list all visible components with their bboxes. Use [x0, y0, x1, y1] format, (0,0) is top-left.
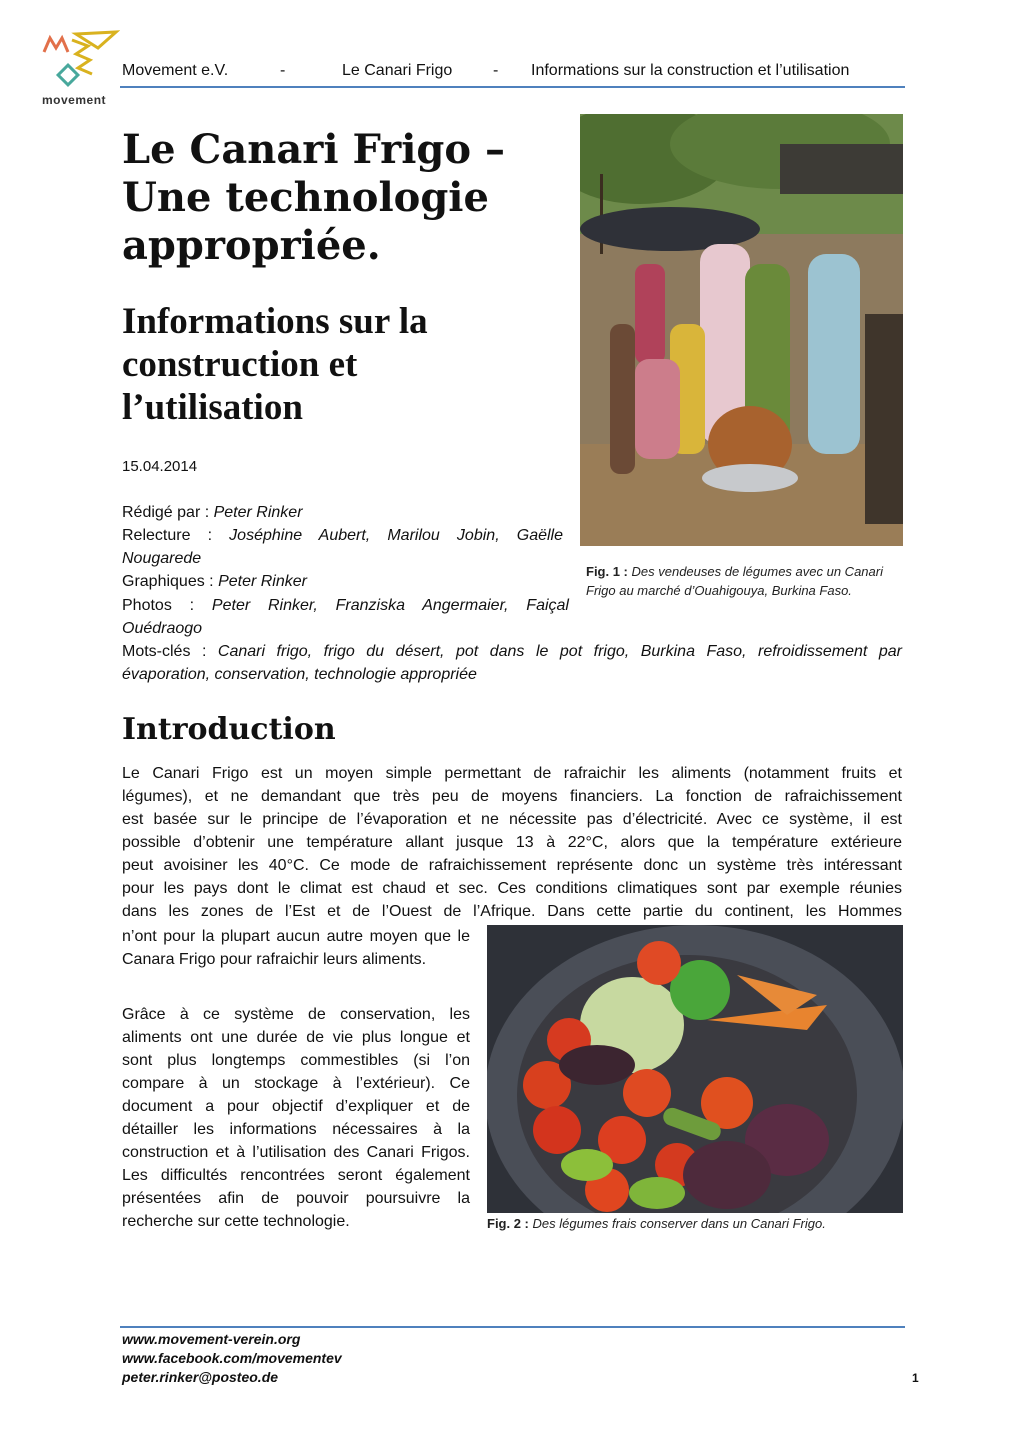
header-separator: - [493, 62, 499, 79]
figure-1-caption: Fig. 1 : Des vendeuses de légumes avec un Canari Frigo au marché d’Ouahigouya, Burkina Faso. [586, 564, 883, 598]
credit-photos: Photos : Peter Rinker, Franziska Angermaier, Faiçal [122, 597, 569, 614]
subtitle-line: Informations sur la [122, 301, 428, 342]
title-line: appropriée. [122, 222, 381, 269]
header-doc-title: Le Canari Frigo [342, 62, 453, 79]
intro-paragraph-2: Grâce à ce système de conservation, les aliments ont une durée de vie plus longue et sont plus longtemps commestibles (si l’on compare à un stockage à l’extérieur). Ce document a pour objectif d’expliquer et de détailler les informations nécessaires à la construction et à l’utilisation des Canari Frigos. Les difficultés rencontrées seront également présentées afin de pouvoir poursuivre la recherche sur cette technologie. [122, 1006, 470, 1230]
footer-rule [120, 1326, 905, 1328]
movement-logo [42, 30, 120, 94]
figure-2-photo [487, 925, 903, 1213]
subtitle-line: construction et [122, 344, 358, 385]
credit-review-cont: Nougarede [122, 550, 202, 567]
document-date: 15.04.2014 [122, 458, 198, 475]
intro-line: Le Canari Frigo est un moyen simple permettant de rafraichir les aliments (notamment fruits et [122, 765, 902, 782]
logo-text: movement [42, 93, 107, 107]
section-heading-introduction: Introduction [122, 712, 336, 747]
figure-1-photo [580, 114, 903, 546]
credit-keywords-cont: évaporation, conservation, technologie appropriée [122, 666, 477, 683]
intro-line: légumes), et ne demandant que très peu de moyens financiers. La fonction de rafraichissement [122, 788, 902, 805]
intro-line: possible d’obtenir une température allant jusque 13 à 22°C, alors que la température extérieure [122, 834, 902, 851]
credit-written: Rédigé par : Peter Rinker [122, 504, 303, 521]
intro-line: dans les zones de l’Est et de l’Ouest de l’Afrique. Dans cette partie du continent, les Hommes [122, 903, 902, 920]
footer-facebook-link[interactable]: www.facebook.com/movementev [122, 1350, 342, 1366]
intro-line: pour les pays dont le climat est chaud et sec. Ces conditions climatiques sont par exemple réunies [122, 880, 902, 897]
title-line: Une technologie [122, 174, 489, 221]
intro-line: peut avoisiner les 40°C. Ce mode de rafraichissement représente donc un système très intéressant [122, 857, 902, 874]
page-number: 1 [912, 1371, 919, 1385]
header-rule [120, 86, 905, 88]
intro-paragraph-full-width [122, 762, 902, 923]
footer-website-link[interactable]: www.movement-verein.org [122, 1331, 301, 1347]
vegetables-photo-image [487, 925, 903, 1213]
figure-2-caption: Fig. 2 : Des légumes frais conserver dans un Canari Frigo. [487, 1216, 826, 1231]
credit-keywords: Mots-clés : Canari frigo, frigo du désert, pot dans le pot frigo, Burkina Faso, refroidissement par [122, 643, 903, 660]
intro-paragraph-1-continued: n’ont pour la plupart aucun autre moyen que le Canara Frigo pour rafraichir leurs aliments. [122, 928, 470, 968]
footer-email-link[interactable]: peter.rinker@posteo.de [122, 1369, 279, 1385]
header-org: Movement e.V. [122, 62, 229, 79]
credit-review: Relecture : Joséphine Aubert, Marilou Jobin, Gaëlle [122, 527, 564, 544]
title-line: Le Canari Frigo – [122, 126, 505, 173]
page-title [122, 126, 572, 270]
header-separator: - [280, 62, 286, 79]
market-photo-image [580, 114, 903, 546]
subtitle-line: l’utilisation [122, 387, 303, 428]
page-subtitle [122, 300, 562, 429]
header-section: Informations sur la construction et l’utilisation [531, 62, 850, 79]
logo-icon [42, 30, 120, 94]
intro-line: est basée sur le principe de l’évaporation et ne nécessite pas d’électricité. Avec ce système, il est [122, 811, 902, 828]
credit-graphics: Graphiques : Peter Rinker [122, 573, 307, 590]
credit-photos-cont: Ouédraogo [122, 620, 203, 637]
